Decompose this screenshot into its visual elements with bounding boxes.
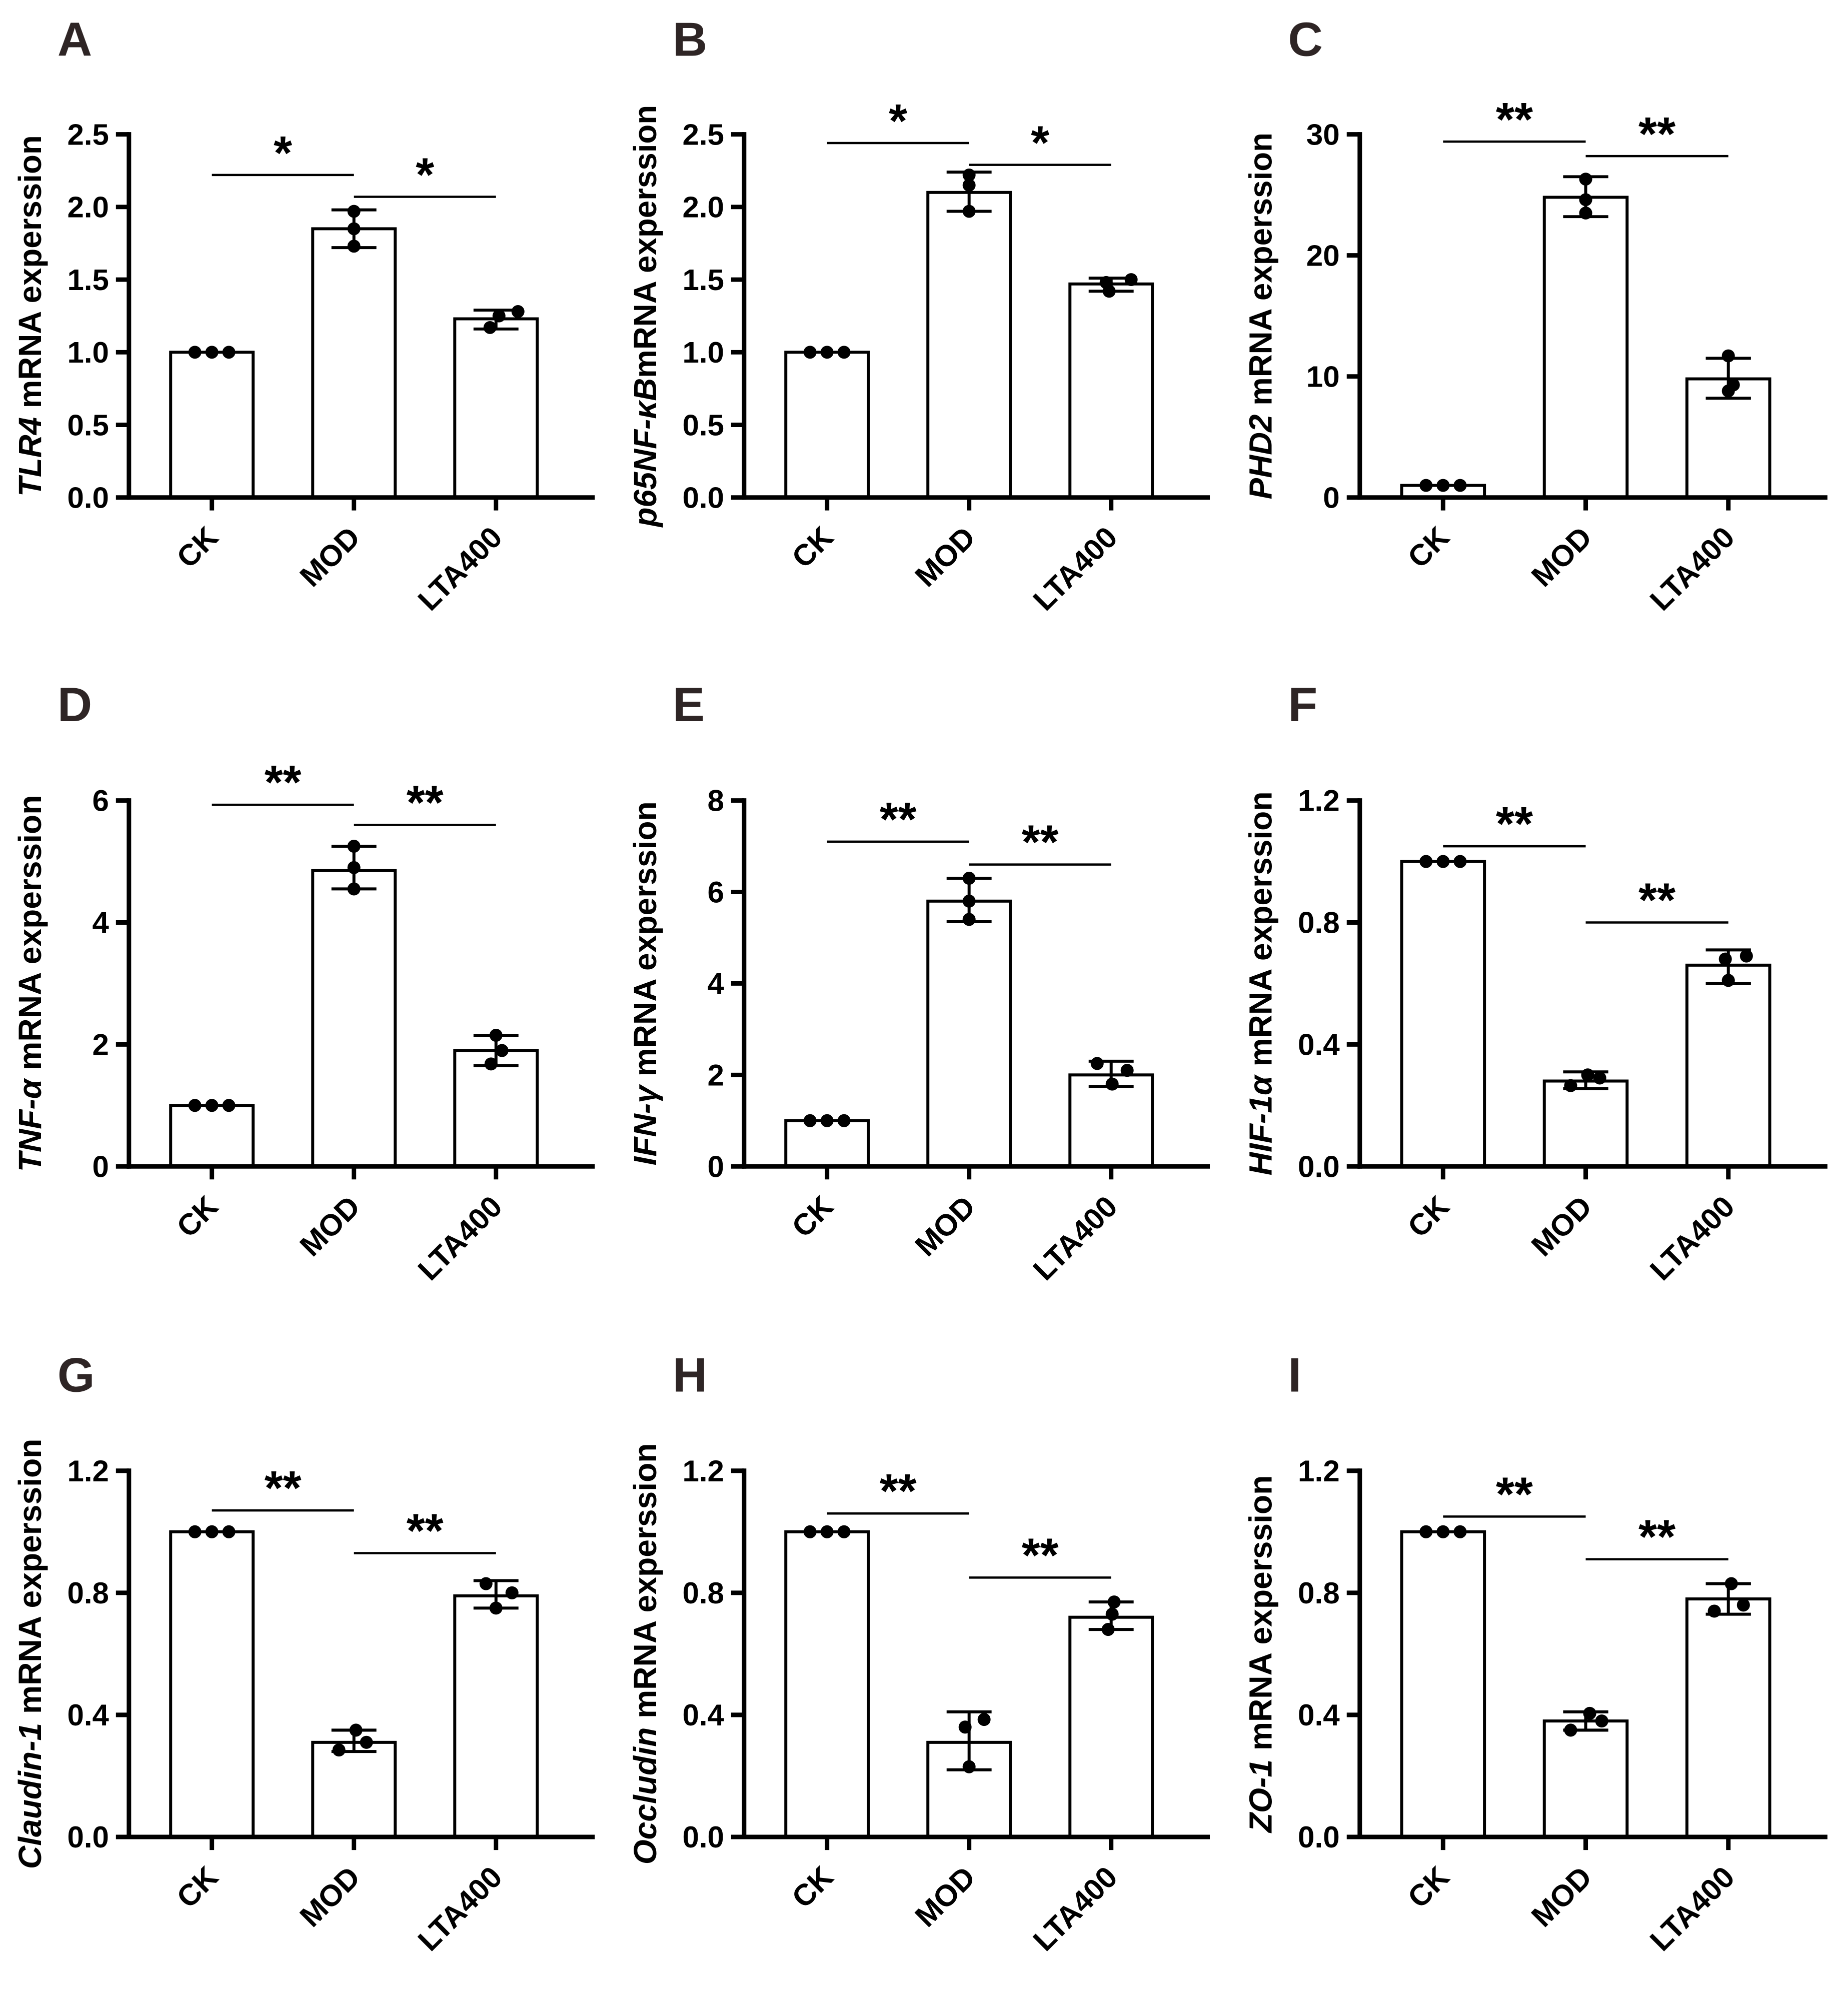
data-point: [1100, 276, 1113, 289]
significance-label: *: [274, 127, 293, 180]
data-point: [959, 1720, 972, 1733]
data-point: [1593, 1071, 1606, 1084]
y-axis-label: [627, 801, 663, 1165]
chart-E: [615, 665, 1230, 1335]
data-point: [821, 346, 834, 359]
x-tick-label: LTA400: [411, 1189, 509, 1287]
significance-label: **: [1495, 93, 1533, 147]
x-tick-label: MOD: [1524, 520, 1598, 593]
bar-CK: [1402, 1532, 1485, 1837]
panel-letter: E: [672, 678, 705, 732]
significance-label: *: [1031, 116, 1050, 170]
y-tick-label: 0.0: [1298, 1150, 1340, 1184]
data-point: [348, 861, 361, 874]
y-tick-label: 1.0: [67, 336, 109, 370]
chart-I: [1230, 1335, 1848, 2006]
panel-B: [615, 0, 1230, 665]
data-point: [480, 1577, 493, 1590]
y-tick-label: 0.8: [682, 1576, 724, 1610]
panel-letter: H: [672, 1348, 708, 1402]
y-tick-label: 0: [92, 1150, 109, 1184]
significance-label: **: [1021, 816, 1059, 869]
x-tick-label: MOD: [1525, 1860, 1598, 1933]
x-tick-label: CK: [170, 520, 225, 575]
significance-label: **: [1638, 108, 1676, 161]
bar-CK: [171, 1532, 253, 1837]
significance-label: **: [264, 1461, 302, 1515]
bar-MOD: [1544, 1081, 1627, 1167]
significance-label: **: [264, 756, 302, 810]
data-point: [1436, 479, 1449, 492]
y-tick-label: 1.2: [682, 1454, 724, 1488]
y-tick-label: 2.0: [67, 190, 109, 224]
data-point: [484, 321, 497, 334]
y-tick-label: 0.8: [67, 1576, 109, 1610]
data-point: [1564, 1079, 1577, 1092]
panel-letter: A: [57, 13, 93, 67]
data-point: [1453, 855, 1466, 868]
data-point: [1453, 1525, 1466, 1538]
bar-MOD: [1544, 197, 1627, 497]
y-tick-label: 2.5: [67, 118, 109, 152]
panel-letter: F: [1288, 678, 1318, 732]
y-axis-label-gene: PHD2: [1242, 414, 1279, 500]
data-point: [1121, 1064, 1134, 1077]
data-point: [1419, 1525, 1432, 1538]
y-axis-label-rest: mRNA experssion: [627, 105, 663, 378]
significance-label: **: [406, 1504, 444, 1558]
y-axis-label-gene: TNF-α: [12, 1079, 48, 1172]
data-point: [1727, 379, 1740, 392]
y-axis-label: [12, 135, 48, 497]
y-axis-label-gene: TLR4: [12, 417, 48, 497]
data-point: [1091, 1057, 1104, 1070]
chart-H: [615, 1335, 1230, 2006]
y-tick-label: 6: [707, 875, 724, 909]
y-tick-label: 1.5: [682, 263, 724, 297]
bar-MOD: [313, 229, 395, 497]
data-point: [206, 1099, 219, 1112]
data-point: [493, 310, 506, 323]
x-tick-label: MOD: [1525, 1189, 1598, 1263]
data-point: [206, 346, 219, 359]
x-tick-label: MOD: [908, 1189, 982, 1263]
y-tick-label: 1.2: [1298, 1454, 1340, 1488]
data-point: [1719, 953, 1732, 966]
y-tick-label: 2.0: [682, 190, 724, 224]
significance-label: *: [889, 95, 908, 148]
y-axis-label-gene: IFN-γ: [627, 1085, 663, 1166]
y-axis-label-rest: mRNA experssion: [12, 795, 48, 1079]
data-point: [1436, 1525, 1449, 1538]
bar-LTA400: [1070, 1617, 1152, 1837]
data-point: [348, 840, 361, 853]
y-tick-label: 0.8: [1298, 1576, 1340, 1610]
data-point: [963, 913, 976, 926]
y-axis-label-rest: mRNA experssion: [12, 135, 48, 417]
y-tick-label: 0.4: [1298, 1028, 1340, 1062]
y-tick-label: 0.0: [1298, 1820, 1340, 1854]
y-axis-label-gene: p65NF-κB: [627, 378, 663, 527]
x-tick-label: LTA400: [1643, 520, 1741, 617]
bar-CK: [786, 1532, 868, 1837]
y-axis-label-gene: Occludin: [627, 1727, 663, 1865]
significance-label: **: [1495, 1468, 1533, 1521]
y-tick-label: 2: [707, 1058, 724, 1092]
data-point: [348, 882, 361, 895]
data-point: [223, 1099, 236, 1112]
panel-F: [1230, 665, 1848, 1335]
x-tick-label: MOD: [293, 520, 367, 593]
data-point: [496, 1044, 509, 1057]
data-point: [1419, 855, 1432, 868]
chart-C: [1230, 0, 1848, 665]
data-point: [1579, 193, 1592, 206]
x-tick-label: LTA400: [1026, 1859, 1124, 1957]
panel-I: [1230, 1335, 1848, 2006]
bar-LTA400: [455, 1596, 537, 1837]
data-point: [1708, 1604, 1721, 1617]
data-point: [1564, 1723, 1577, 1736]
bar-LTA400: [1687, 965, 1770, 1166]
significance-label: *: [416, 148, 435, 202]
y-axis-label: [1242, 791, 1278, 1175]
significance-label: **: [1495, 798, 1533, 851]
y-axis-label-rest: mRNA experssion: [627, 1443, 663, 1727]
x-tick-label: MOD: [293, 1189, 367, 1263]
y-tick-label: 2: [92, 1028, 109, 1062]
y-axis-label-rest: mRNA experssion: [1242, 791, 1279, 1076]
bar-LTA400: [1070, 284, 1152, 498]
bar-MOD: [313, 1742, 395, 1837]
data-point: [1737, 1598, 1750, 1611]
data-point: [512, 305, 525, 318]
data-point: [189, 346, 202, 359]
data-point: [1581, 1068, 1594, 1081]
data-point: [1453, 479, 1466, 492]
x-tick-label: CK: [170, 1859, 225, 1914]
y-tick-label: 0.4: [682, 1698, 724, 1732]
y-tick-label: 1.0: [682, 336, 724, 370]
data-point: [963, 895, 976, 908]
x-tick-label: LTA400: [1643, 1860, 1741, 1957]
significance-label: **: [1021, 1529, 1059, 1582]
x-tick-label: LTA400: [411, 1859, 509, 1957]
data-point: [963, 872, 976, 885]
x-tick-label: CK: [785, 1189, 840, 1244]
data-point: [821, 1114, 834, 1127]
data-point: [804, 1525, 817, 1538]
y-tick-label: 0: [1323, 481, 1340, 515]
data-point: [348, 205, 361, 218]
panel-D: [0, 665, 615, 1335]
bar-LTA400: [1687, 1599, 1770, 1837]
data-point: [223, 346, 236, 359]
data-point: [1722, 974, 1735, 987]
bar-CK: [786, 352, 868, 497]
x-tick-label: MOD: [908, 1859, 982, 1933]
y-axis-label-gene: ZO-1: [1242, 1759, 1279, 1833]
significance-label: **: [879, 793, 917, 846]
y-axis-label-rest: mRNA experssion: [1242, 132, 1279, 415]
data-point: [963, 169, 976, 182]
y-axis-label: [12, 795, 48, 1172]
data-point: [506, 1586, 519, 1599]
data-point: [485, 1057, 498, 1070]
data-point: [333, 1743, 346, 1756]
y-axis-label: [12, 1439, 48, 1869]
data-point: [1725, 1577, 1738, 1590]
panel-C: [1230, 0, 1848, 665]
y-tick-label: 1.2: [1298, 784, 1340, 818]
bar-CK: [171, 352, 253, 497]
chart-A: [0, 0, 615, 665]
bar-MOD: [313, 871, 395, 1166]
data-point: [821, 1525, 834, 1538]
y-tick-label: 4: [92, 906, 109, 940]
bar-MOD: [928, 901, 1010, 1166]
y-tick-label: 1.5: [67, 263, 109, 297]
y-tick-label: 2.5: [682, 118, 724, 152]
data-point: [348, 240, 361, 253]
data-point: [189, 1099, 202, 1112]
panel-E: [615, 665, 1230, 1335]
data-point: [1579, 173, 1592, 186]
x-tick-label: MOD: [293, 1859, 367, 1933]
y-axis-label-gene: HIF-1α: [1242, 1075, 1279, 1176]
x-tick-label: LTA400: [1643, 1189, 1741, 1287]
significance-label: **: [406, 776, 444, 830]
y-axis-label: [627, 1443, 663, 1865]
y-tick-label: 0.4: [67, 1698, 109, 1732]
bar-CK: [1402, 862, 1485, 1167]
significance-label: **: [879, 1465, 917, 1518]
y-tick-label: 0.0: [67, 1820, 109, 1854]
bar-MOD: [1544, 1721, 1627, 1837]
y-axis-label: [1242, 133, 1278, 499]
data-point: [978, 1713, 991, 1726]
panel-letter: G: [57, 1348, 95, 1402]
data-point: [1595, 1714, 1608, 1727]
data-point: [1436, 855, 1449, 868]
panel-A: [0, 0, 615, 665]
data-point: [490, 1601, 503, 1614]
data-point: [490, 1029, 503, 1042]
y-axis-label: [1242, 1475, 1278, 1833]
y-tick-label: 10: [1306, 360, 1340, 394]
data-point: [348, 222, 361, 235]
panel-G: [0, 1335, 615, 2006]
y-axis-label-rest: mRNA experssion: [627, 801, 663, 1086]
x-tick-label: CK: [785, 1859, 840, 1914]
y-tick-label: 0.0: [682, 481, 724, 515]
significance-label: **: [1638, 1510, 1676, 1564]
bar-MOD: [928, 193, 1010, 498]
y-tick-label: 6: [92, 784, 109, 818]
data-point: [1106, 1078, 1119, 1091]
chart-F: [1230, 665, 1848, 1335]
y-tick-label: 0.0: [682, 1820, 724, 1854]
data-point: [189, 1525, 202, 1538]
data-point: [804, 346, 817, 359]
x-tick-label: CK: [1401, 1860, 1456, 1914]
data-point: [838, 1525, 851, 1538]
bar-CK: [786, 1121, 868, 1166]
data-point: [1125, 273, 1138, 286]
y-tick-label: 20: [1306, 239, 1340, 273]
x-tick-label: CK: [170, 1189, 225, 1244]
x-tick-label: CK: [785, 520, 840, 575]
panel-letter: C: [1288, 13, 1323, 67]
chart-G: [0, 1335, 615, 2006]
data-point: [963, 205, 976, 218]
significance-label: **: [1638, 874, 1676, 927]
x-tick-label: LTA400: [1026, 1189, 1124, 1287]
panel-H: [615, 1335, 1230, 2006]
data-point: [1102, 1623, 1115, 1636]
y-tick-label: 0.5: [682, 408, 724, 442]
panel-letter: I: [1288, 1348, 1302, 1402]
data-point: [838, 1114, 851, 1127]
y-axis-label: [627, 105, 663, 528]
y-tick-label: 8: [707, 784, 724, 818]
y-axis-label-rest: mRNA experssion: [1242, 1475, 1279, 1759]
y-tick-label: 4: [707, 967, 724, 1001]
y-tick-label: 1.2: [67, 1454, 109, 1488]
x-tick-label: CK: [1401, 520, 1456, 575]
data-point: [223, 1525, 236, 1538]
x-tick-label: LTA400: [411, 520, 509, 617]
y-tick-label: 0.5: [67, 408, 109, 442]
bar-CK: [171, 1105, 253, 1166]
y-axis-label-rest: mRNA experssion: [12, 1438, 48, 1723]
panel-letter: D: [57, 678, 93, 732]
x-tick-label: CK: [1401, 1189, 1456, 1244]
y-tick-label: 30: [1306, 118, 1340, 152]
y-tick-label: 0.0: [67, 481, 109, 515]
data-point: [1722, 350, 1735, 363]
y-tick-label: 0.8: [1298, 906, 1340, 940]
x-tick-label: MOD: [908, 520, 982, 593]
chart-D: [0, 665, 615, 1335]
bar-LTA400: [455, 319, 537, 497]
data-point: [804, 1114, 817, 1127]
data-point: [1108, 1595, 1121, 1608]
data-point: [1106, 1608, 1119, 1621]
panel-letter: B: [672, 13, 708, 67]
data-point: [838, 346, 851, 359]
data-point: [1740, 950, 1753, 963]
x-tick-label: LTA400: [1026, 520, 1124, 617]
y-tick-label: 0: [707, 1150, 724, 1184]
chart-B: [615, 0, 1230, 665]
data-point: [1583, 1707, 1596, 1720]
data-point: [1419, 479, 1432, 492]
data-point: [963, 1760, 976, 1773]
y-axis-label-gene: Claudin-1: [12, 1722, 48, 1869]
data-point: [350, 1723, 363, 1736]
data-point: [206, 1525, 219, 1538]
y-tick-label: 0.4: [1298, 1698, 1340, 1732]
data-point: [360, 1736, 373, 1749]
data-point: [1579, 207, 1592, 220]
